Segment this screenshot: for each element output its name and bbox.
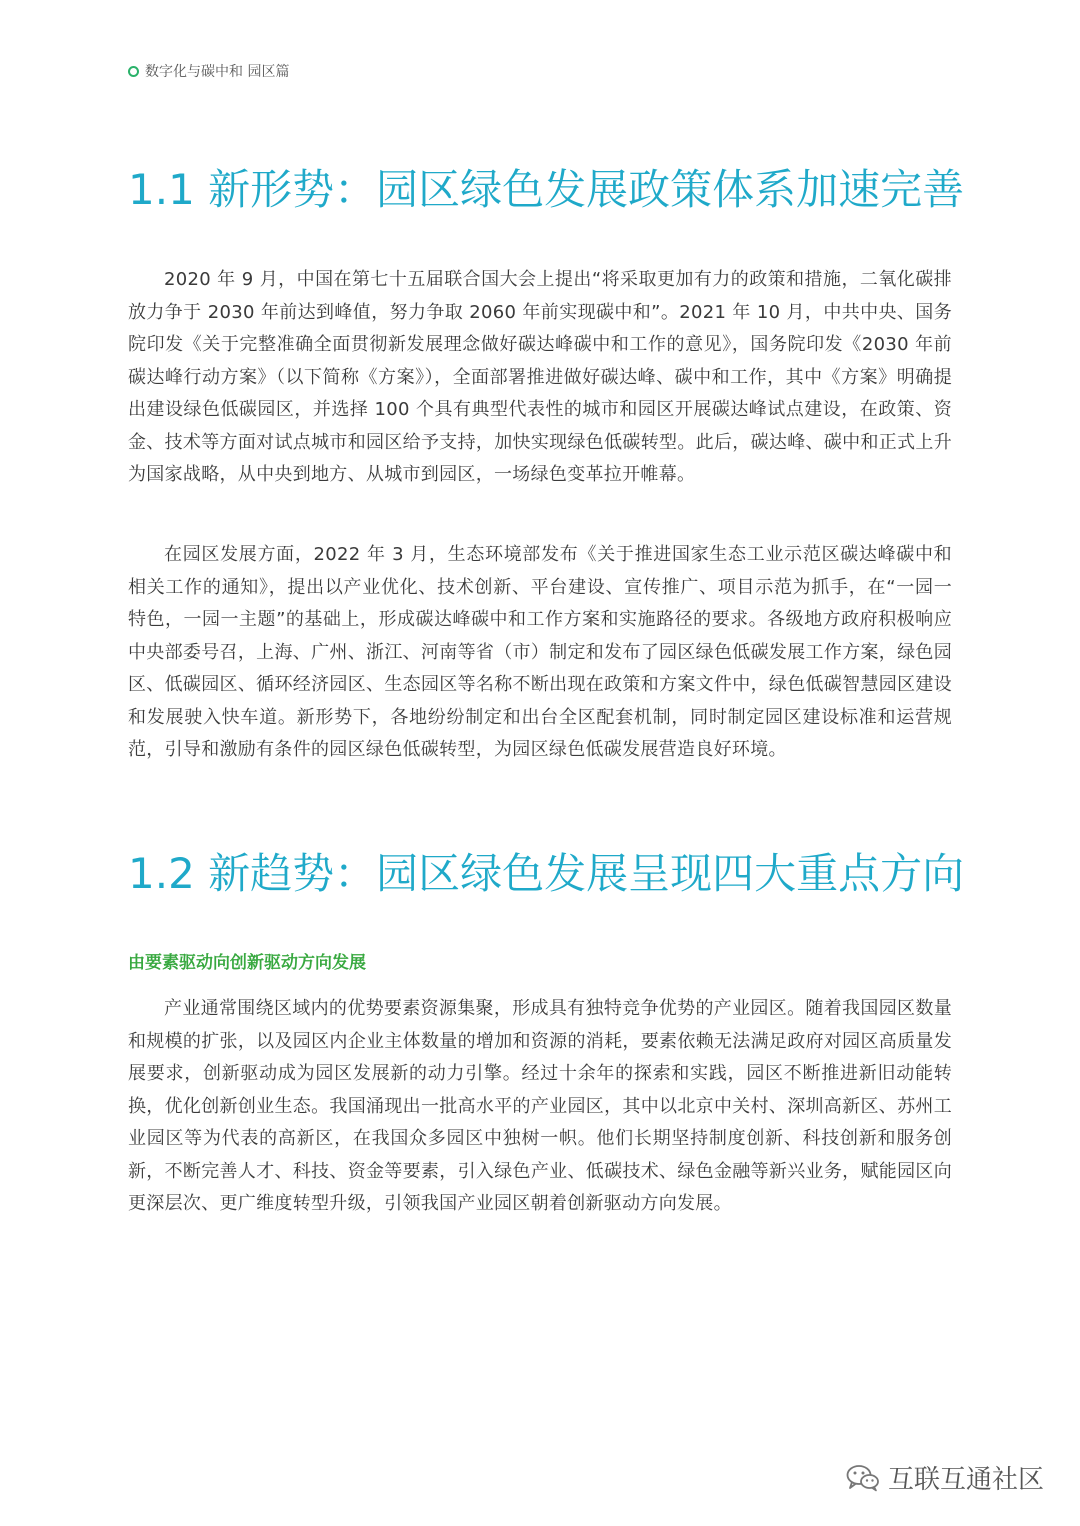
watermark xyxy=(846,1459,1044,1496)
running-header-label: 数字化与碳中和 园区篇 xyxy=(145,64,290,80)
paragraph: 在园区发展方面，2022 年 3 月，生态环境部发布《关于推进国家生态工业示范区碳达峰碳中和相关工作的通知》，提出以产业优化、技术创新、平台建设、宣传推广、项目示范为抓手，在“一园一特色，一园一主题”的基础上，形成碳达峰碳中和工作方案和实施路径的要求。各级地方政府积极响应中央部委号召，上海、广州、浙江、河南等省（市）制定和发布了园区绿色低碳发展工作方案，绿色园区、低碳园区、循环经济园区、生态园区等名称不断出现在政策和方案文件中，绿色低碳智慧园区建设和发展驶入快车道。新形势下，各地纷纷制定和出台全区配套机制，同时制定园区建设标准和运营规范，引导和激励有条件的园区绿色低碳转型，为园区绿色低碳发展营造良好环境。 xyxy=(128,544,952,760)
wechat-icon xyxy=(846,1464,880,1492)
section-title-1-2: 1.2 新趋势：园区绿色发展呈现四大重点方向 xyxy=(128,849,965,898)
subheading: 由要素驱动向创新驱动方向发展 xyxy=(128,953,366,973)
paragraph: 产业通常围绕区域内的优势要素资源集聚，形成具有独特竞争优势的产业园区。随着我国园区数量和规模的扩张，以及园区内企业主体数量的增加和资源的消耗，要素依赖无法满足政府对园区高质量发展要求，创新驱动成为园区发展新的动力引擎。经过十余年的探索和实践，园区不断推进新旧动能转换，优化创新创业生态。我国涌现出一批高水平的产业园区，其中以北京中关村、深圳高新区、苏州工业园区等为代表的高新区，在我国众多园区中独树一帜。他们长期坚持制度创新、科技创新和服务创新，不断完善人才、科技、资金等要素，引入绿色产业、低碳技术、绿色金融等新兴业务，赋能园区向更深层次、更广维度转型升级，引领我国产业园区朝着创新驱动方向发展。 xyxy=(128,998,952,1214)
circle-bullet-icon xyxy=(128,66,139,77)
paragraph: 2020 年 9 月，中国在第七十五届联合国大会上提出“将采取更加有力的政策和措施，二氧化碳排放力争于 2030 年前达到峰值，努力争取 2060 年前实现碳中和”。2021 年 10 月，中共中央、国务院印发《关于完整准确全面贯彻新发展理念做好碳达峰碳中和工作的意见》，国务院印发《2030 年前碳达峰行动方案》（以下简称《方案》），全面部署推进做好碳达峰、碳中和工作，其中《方案》明确提出建设绿色低碳园区，并选择 100 个具有典型代表性的城市和园区开展碳达峰试点建设，在政策、资金、技术等方面对试点城市和园区给予支持，加快实现绿色低碳转型。此后，碳达峰、碳中和正式上升为国家战略，从中央到地方、从城市到园区，一场绿色变革拉开帷幕。 xyxy=(128,269,952,485)
running-header xyxy=(128,60,289,82)
section-title-1-1: 1.1 新形势：园区绿色发展政策体系加速完善 xyxy=(128,165,965,214)
watermark-text: 互联互通社区 xyxy=(887,1465,1044,1495)
